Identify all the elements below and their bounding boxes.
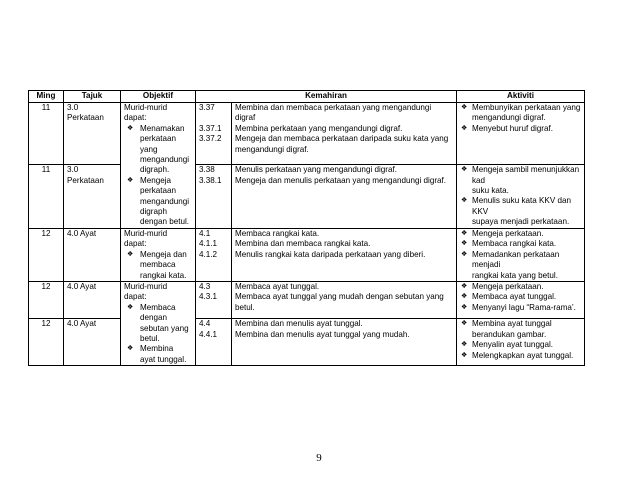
objektif-bullet: ❖ Membina ayat tunggal. [127, 344, 187, 364]
four-diamond-bullet-icon: ❖ [461, 293, 468, 301]
aktiviti-bullet: ❖ Membina ayat tunggal berandukan gambar. [461, 319, 552, 339]
objektif-bullet: ❖ Menamakan perkataan yang mengandungi digraph. [127, 123, 190, 175]
cell-kemahiran: Membaca rangkai kata. Membina dan membaca rangkai kata. Menulis rangkai kata daripada perkataan yang diberi. [232, 228, 457, 281]
aktiviti-bullet: ❖ Menulis suku kata KKV dan KKV supaya menjadi perkataan. [461, 196, 571, 227]
aktiviti-bullet: ❖ Mengeja sambil menunjukkan kad suku kata. [461, 165, 580, 196]
aktiviti-bullet: ❖ Melengkapkan ayat tunggal. [461, 350, 574, 360]
aktiviti-bullet: ❖ Mengeja perkataan. [461, 281, 544, 291]
cell-kemahiran: Menulis perkataan yang mengandungi digraf. Mengeja dan menulis perkataan yang mengandungi digraf. [232, 165, 457, 229]
four-diamond-bullet-icon: ❖ [461, 104, 468, 111]
page-number: 9 [316, 452, 322, 464]
cell-ming: 12 [29, 228, 64, 281]
cell-ming: 11 [29, 165, 64, 229]
cell-ming: 12 [29, 319, 64, 366]
four-diamond-bullet-icon: ❖ [461, 197, 468, 205]
cell-kemahiran: Membaca ayat tunggal. Membaca ayat tunggal yang mudah dengan sebutan yang betul. [232, 281, 457, 319]
four-diamond-bullet-icon: ❖ [461, 124, 468, 132]
aktiviti-bullet: ❖ Menyalin ayat tunggal. [461, 340, 553, 350]
cell-codes: 4.1 4.1.1 4.1.2 [196, 228, 232, 281]
header-objektif: Objektif [121, 91, 196, 103]
cell-tajuk: 4.0 Ayat [64, 319, 121, 366]
four-diamond-bullet-icon: ❖ [461, 166, 468, 174]
aktiviti-bullet: ❖ Membunyikan perkataan yang mengandungi digraf. [461, 103, 581, 123]
objektif-bullet: ❖ Mengeja perkataan mengandungi digraph dengan betul. [127, 175, 190, 227]
cell-kemahiran: Membina dan menulis ayat tunggal. Membina dan menulis ayat tunggal yang mudah. [232, 319, 457, 366]
table-header-row [29, 91, 585, 103]
four-diamond-bullet-icon: ❖ [127, 345, 134, 353]
four-diamond-bullet-icon: ❖ [461, 351, 468, 359]
cell-ming: 12 [29, 281, 64, 319]
cell-tajuk: 4.0 Ayat [64, 281, 121, 319]
header-aktiviti: Aktiviti [457, 91, 585, 103]
objektif-bullet: ❖ Mengeja dan membaca rangkai kata. [127, 249, 187, 280]
four-diamond-bullet-icon: ❖ [461, 229, 468, 237]
four-diamond-bullet-icon: ❖ [461, 341, 468, 349]
four-diamond-bullet-icon: ❖ [127, 176, 134, 184]
four-diamond-bullet-icon: ❖ [461, 320, 468, 328]
aktiviti-bullet: ❖ Membaca rangkai kata. [461, 239, 557, 249]
cell-kemahiran: Membina dan membaca perkataan yang mengandungi digraf Membina perkataan yang mengandungi digraf. Mengeja dan membaca perkataan daripada suku kata yang mengandungi digraf. [232, 103, 457, 165]
cell-ming: 11 [29, 103, 64, 165]
header-tajuk: Tajuk [64, 91, 121, 103]
cell-codes: 3.38 3.38.1 [196, 165, 232, 229]
four-diamond-bullet-icon: ❖ [127, 124, 134, 132]
table-row [29, 103, 585, 165]
table-row [29, 281, 585, 319]
header-ming: Ming [29, 91, 64, 103]
four-diamond-bullet-icon: ❖ [127, 250, 134, 258]
cell-aktiviti [457, 281, 585, 319]
cell-codes: 4.3 4.3.1 [196, 281, 232, 319]
cell-objektif-group-2: Murid-murid dapat: ❖ Mengeja dan membaca rangkai kata. [121, 228, 196, 281]
aktiviti-bullet: ❖ Menyanyi lagu “Rama-rama’. [461, 302, 576, 312]
four-diamond-bullet-icon: ❖ [461, 240, 468, 248]
cell-aktiviti [457, 228, 585, 281]
four-diamond-bullet-icon: ❖ [461, 250, 468, 258]
cell-tajuk: 4.0 Ayat [64, 228, 121, 281]
cell-aktiviti [457, 103, 585, 165]
cell-codes: 4.4 4.4.1 [196, 319, 232, 366]
cell-aktiviti [457, 319, 585, 366]
cell-codes: 3.37 3.37.1 3.37.2 [196, 103, 232, 165]
header-kemahiran: Kemahiran [196, 91, 457, 103]
cell-tajuk: 3.0 Perkataan [64, 103, 121, 165]
cell-objektif-group-1: Murid-murid dapat: ❖ Menamakan perkataan yang mengandungi digraph. ❖ Mengeja perkataan mengandungi digraph dengan betul. [121, 103, 196, 229]
four-diamond-bullet-icon: ❖ [461, 303, 468, 311]
table-row [29, 228, 585, 281]
table-row [29, 319, 585, 366]
aktiviti-bullet: ❖ Memadankan perkataan menjadi rangkai kata yang betul. [461, 249, 560, 280]
lesson-plan-table [28, 90, 585, 366]
four-diamond-bullet-icon: ❖ [461, 282, 468, 290]
objektif-bullet: ❖ Membaca dengan sebutan yang betul. [127, 302, 189, 343]
aktiviti-bullet: ❖ Membaca ayat tunggal. [461, 292, 557, 302]
cell-tajuk: 3.0 Perkataan [64, 165, 121, 229]
cell-aktiviti [457, 165, 585, 229]
aktiviti-bullet: ❖ Mengeja perkataan. [461, 228, 544, 238]
cell-objektif-group-3: Murid-murid dapat: ❖ Membaca dengan sebutan yang betul. ❖ Membina ayat tunggal. [121, 281, 196, 365]
aktiviti-bullet: ❖ Menyebut huruf digraf. [461, 123, 553, 133]
four-diamond-bullet-icon: ❖ [127, 303, 134, 311]
table-row [29, 165, 585, 229]
